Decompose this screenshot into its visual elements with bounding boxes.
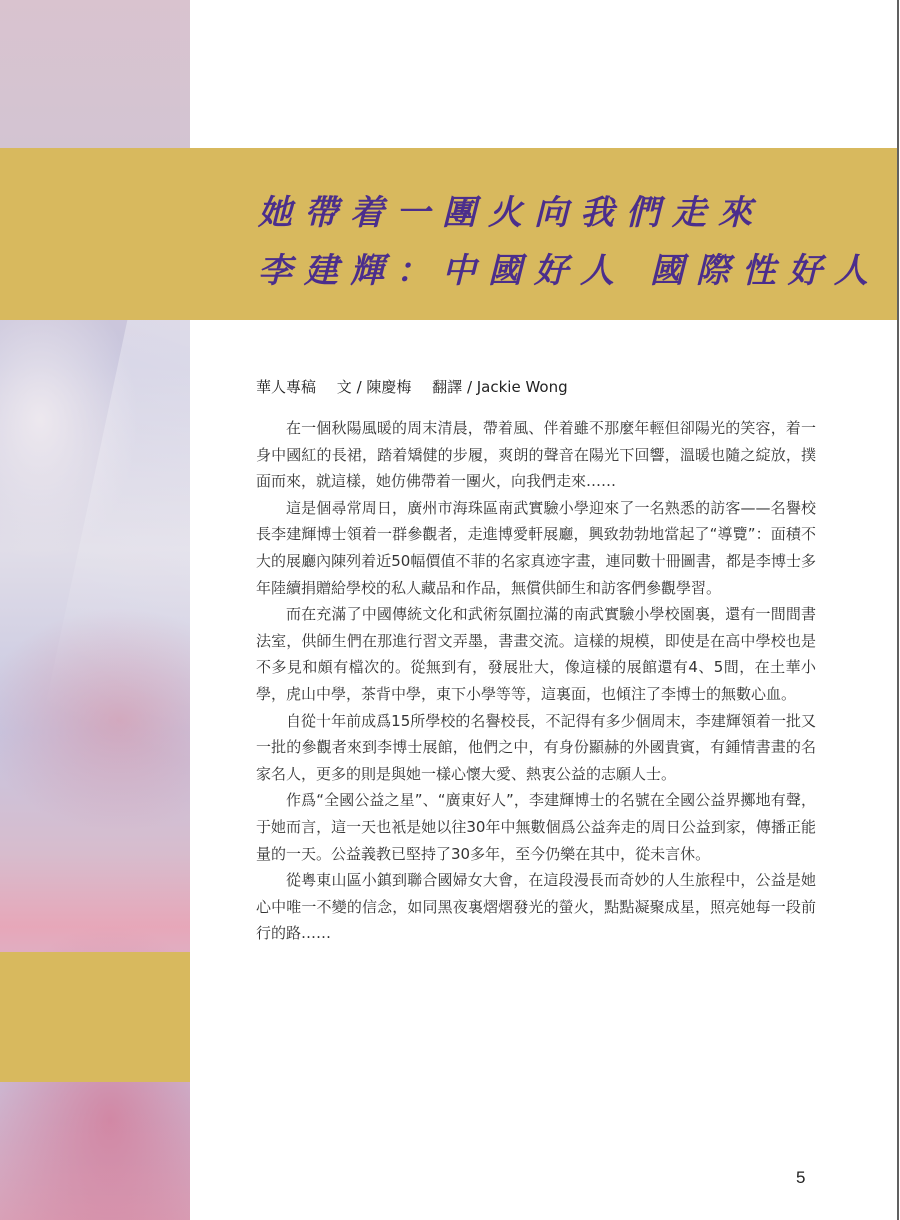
title-line-2: 李建輝：中國好人 國際性好人 <box>258 251 880 291</box>
title-line-1: 她帶着一團火向我們走來 <box>258 193 764 233</box>
side-accent-block <box>0 952 190 1082</box>
paragraph: 自從十年前成爲15所學校的名譽校長，不記得有多少個周末，李建輝領着一批又一批的參觀者來到李博士展館，他們之中，有身份顯赫的外國貴賓，有鍾情書畫的名家名人，更多的則是與她一樣心懷大愛、熱衷公益的志願人士。 <box>256 711 816 783</box>
page-number: 5 <box>796 1168 806 1187</box>
paragraph: 作爲“全國公益之星”、“廣東好人”，李建輝博士的名號在全國公益界擲地有聲，于她而言，這一天也衹是她以往30年中無數個爲公益奔走的周日公益到家，傳播正能量的一天。公益義教已堅持了30多年，至今仍樂在其中，從未言休。 <box>256 791 816 863</box>
page-edge-rule <box>897 0 899 1220</box>
paragraph: 在一個秋陽風暖的周末清晨，帶着風、伴着雖不那麼年輕但卻陽光的笑容，着一身中國紅的長裙，踏着矯健的步履，爽朗的聲音在陽光下回響，溫暖也隨之綻放，撲面而來，就這樣，她仿佛帶着一團火，向我們走來…… <box>256 419 816 491</box>
article-title <box>258 184 878 300</box>
paragraph: 而在充滿了中國傳統文化和武術氛圍拉滿的南武實驗小學校園裏，還有一間間書法室，供師生們在那進行習文弄墨，書畫交流。這樣的規模，即使是在高中學校也是不多見和頗有檔次的。從無到有，發展壯大，像這樣的展館還有4、5間，在土華小學，虎山中學，茶背中學，東下小學等等，這裏面，也傾注了李博士的無數心血。 <box>256 605 816 703</box>
byline <box>256 376 836 397</box>
column-label: 華人專稿 <box>256 378 317 396</box>
article-body <box>256 415 816 947</box>
author-credit: 文 / 陳慶梅 <box>336 378 412 396</box>
translator-credit: 翻譯 / Jackie Wong <box>432 378 568 396</box>
paragraph: 這是個尋常周日，廣州市海珠區南武實驗小學迎來了一名熟悉的訪客——名譽校長李建輝博士領着一群參觀者，走進博愛軒展廳，興致勃勃地當起了“導覽”：面積不大的展廳內陳列着近50幅價值不菲的名家真迹字畫，連同數十冊圖書，都是李博士多年陸續捐贈給學校的私人藏品和作品，無償供師生和訪客們參觀學習。 <box>256 498 816 597</box>
paragraph: 從粵東山區小鎮到聯合國婦女大會，在這段漫長而奇妙的人生旅程中，公益是她心中唯一不變的信念，如同黑夜裏熠熠發光的螢火，點點凝聚成星，照亮她每一段前行的路…… <box>256 871 816 943</box>
